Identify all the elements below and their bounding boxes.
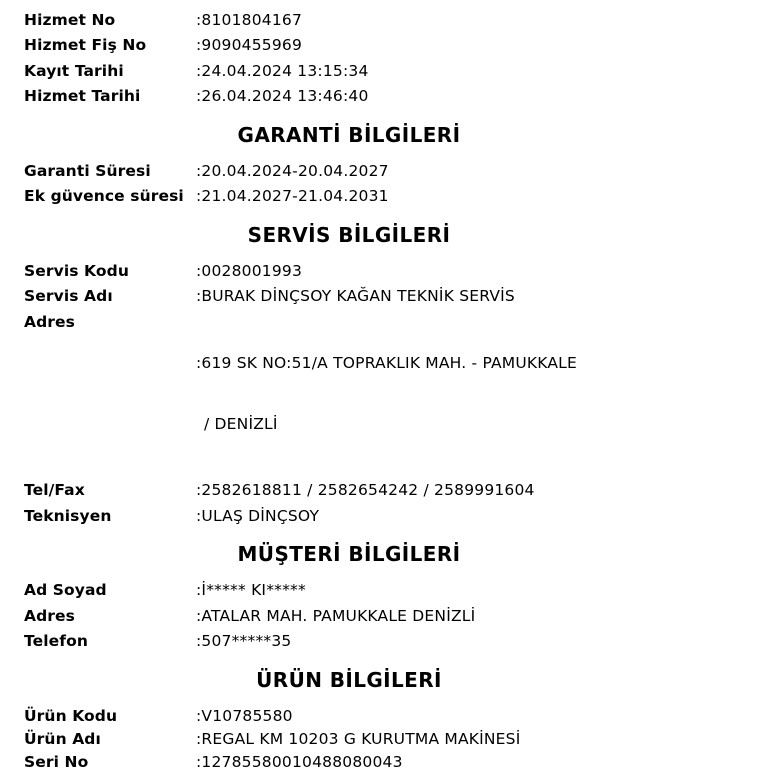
field-value: :21.04.2027-21.04.2031	[196, 187, 389, 206]
field-value-line2: / DENİZLİ	[204, 414, 278, 433]
info-row	[24, 10, 744, 30]
field-label: Servis Adı	[24, 287, 113, 306]
info-row	[24, 506, 744, 526]
product-info-block	[24, 706, 744, 773]
field-label: Telefon	[24, 632, 88, 651]
service-info-block	[24, 261, 744, 526]
field-label: Teknisyen	[24, 506, 112, 525]
section-title-customer: MÜŞTERİ BİLGİLERİ	[237, 542, 461, 567]
field-label: Servis Kodu	[24, 261, 129, 280]
field-label: Hizmet No	[24, 11, 116, 29]
info-row	[24, 61, 744, 81]
field-value: :24.04.2024 13:15:34	[196, 61, 369, 80]
info-row	[24, 729, 744, 749]
section-title-service: SERVİS BİLGİLERİ	[247, 222, 451, 247]
field-value: :507*****35	[196, 632, 292, 651]
field-value: :İ***** KI*****	[196, 581, 306, 600]
header-info-block	[24, 10, 744, 107]
info-row	[24, 286, 744, 306]
info-row	[24, 631, 744, 651]
field-value: :0028001993	[196, 261, 303, 280]
warranty-info-block	[24, 161, 744, 207]
info-row	[24, 580, 744, 600]
field-value-line1: :619 SK NO:51/A TOPRAKLIK MAH. - PAMUKKALE	[196, 353, 578, 372]
info-row	[24, 261, 744, 281]
field-label: Tel/Fax	[24, 481, 85, 500]
field-label: Garanti Süresi	[24, 161, 151, 180]
section-title-product: ÜRÜN BİLGİLERİ	[256, 667, 442, 692]
field-label: Ek güvence süresi	[24, 187, 184, 206]
info-row	[24, 752, 744, 772]
field-label: Ürün Adı	[24, 729, 101, 748]
field-value: :REGAL KM 10203 G KURUTMA MAKİNESİ	[196, 729, 521, 748]
info-row	[24, 606, 744, 626]
field-label: Adres	[24, 312, 75, 331]
field-value-multiline	[196, 312, 744, 476]
info-row	[24, 161, 744, 181]
field-value: :V10785580	[196, 706, 293, 725]
field-label: Seri No	[24, 753, 89, 772]
field-value: :ATALAR MAH. PAMUKKALE DENİZLİ	[196, 606, 476, 625]
field-value: :ULAŞ DİNÇSOY	[196, 506, 320, 525]
field-value: :8101804167	[196, 11, 303, 29]
info-row	[24, 186, 744, 206]
info-row	[24, 312, 744, 476]
field-value: :12785580010488080043	[196, 753, 403, 772]
field-value: :20.04.2024-20.04.2027	[196, 161, 389, 180]
section-title-warranty: GARANTİ BİLGİLERİ	[237, 122, 461, 147]
field-value: :9090455969	[196, 36, 303, 55]
field-value: :BURAK DİNÇSOY KAĞAN TEKNİK SERVİS	[196, 287, 515, 306]
field-label: Ürün Kodu	[24, 706, 118, 725]
info-row	[24, 706, 744, 726]
customer-info-block	[24, 580, 744, 651]
info-row	[24, 35, 744, 55]
info-row	[24, 480, 744, 500]
info-row	[24, 86, 744, 106]
field-value: :2582618811 / 2582654242 / 2589991604	[196, 481, 535, 500]
field-label: Ad Soyad	[24, 581, 107, 600]
field-label: Hizmet Tarihi	[24, 87, 141, 106]
field-label: Hizmet Fiş No	[24, 36, 147, 55]
field-label: Kayıt Tarihi	[24, 61, 124, 80]
field-value: :26.04.2024 13:46:40	[196, 87, 369, 106]
field-label: Adres	[24, 606, 75, 625]
